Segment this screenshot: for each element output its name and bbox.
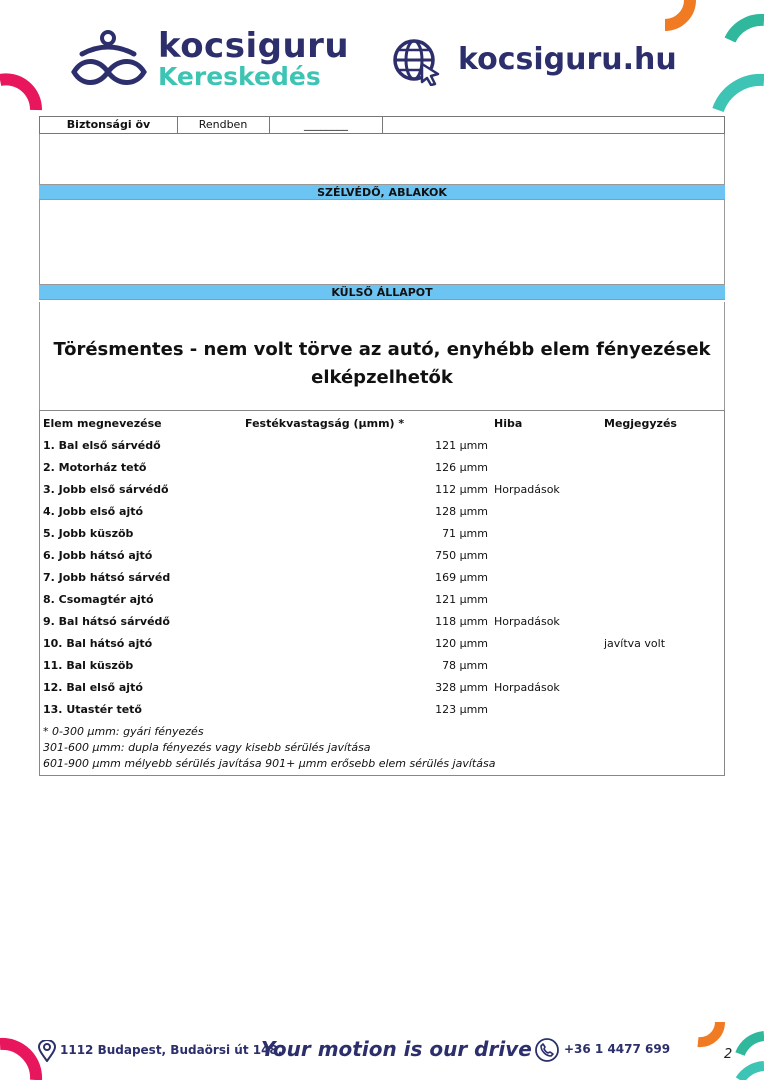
thickness-value: 126 µmm [435,461,488,474]
site-link [392,36,682,86]
col-header-note: Megjegyzés [604,417,677,430]
thickness-value: 328 µmm [435,681,488,694]
col-header-element: Elem megnevezése [43,417,162,430]
element-name: 8. Csomagtér ajtó [43,593,154,606]
element-name: 3. Jobb első sárvédő [43,483,169,496]
element-name: 1. Bal első sárvédő [43,439,161,452]
seatbelt-status: Rendben [198,118,248,131]
element-name: 6. Jobb hátsó ajtó [43,549,153,562]
thickness-value: 121 µmm [435,439,488,452]
thickness-value: 120 µmm [435,637,488,650]
thickness-value: 121 µmm [435,593,488,606]
thickness-value: 123 µmm [435,703,488,716]
defect-text: Horpadások [494,681,560,694]
thickness-value: 750 µmm [435,549,488,562]
paint-thickness-table [39,410,725,776]
windshield-content [39,200,725,284]
exterior-heading [40,336,724,392]
exterior-heading-line2: elképzelhetők [311,367,453,388]
footnote-1: * 0-300 µmm: gyári fényezés [43,725,204,738]
element-name: 5. Jobb küszöb [43,527,134,540]
element-name: 13. Utastér tető [43,703,142,716]
site-url: kocsiguru.hu [458,42,677,77]
element-name: 10. Bal hátsó ajtó [43,637,153,650]
footnote-3: 601-900 µmm mélyebb sérülés javítása 901+ µmm erősebb elem sérülés javítása [43,757,496,770]
page-number: 2 [724,1047,733,1062]
element-name: 9. Bal hátsó sárvédő [43,615,170,628]
col-header-defect: Hiba [494,417,523,430]
section-header-exterior: KÜLSŐ ÁLLAPOT [39,284,725,300]
element-name: 7. Jobb hátsó sárvéd [43,571,171,584]
address-text: 1112 Budapest, Budaörsi út 148. [60,1043,283,1057]
seatbelt-blank: ________ [304,118,348,131]
empty-block [39,134,725,184]
element-name: 2. Motorház tető [43,461,147,474]
phone-icon [535,1038,559,1062]
element-name: 11. Bal küszöb [43,659,134,672]
defect-text: Horpadások [494,615,560,628]
element-name: 12. Bal első ajtó [43,681,143,694]
inspection-table-top [39,116,725,302]
element-name: 4. Jobb első ajtó [43,505,144,518]
thickness-value: 169 µmm [435,571,488,584]
phone-text: +36 1 4477 699 [564,1042,671,1056]
brand-name: kocsiguru [158,26,350,66]
defect-text: Horpadások [494,483,560,496]
corner-decoration-top-left [0,60,50,120]
exterior-heading-line1: Törésmentes - nem volt törve az autó, enyhébb elem fényezések [53,339,711,360]
col-header-thickness: Festékvastagság (µmm) * [245,417,405,430]
note-text: javítva volt [604,637,666,650]
brand-logo [68,26,350,96]
section-header-windshield: SZÉLVÉDŐ, ABLAKOK [39,184,725,200]
seatbelt-row [39,116,725,134]
brand-subtitle: Kereskedés [158,62,321,91]
kocsiguru-logo-icon [68,30,150,88]
seatbelt-label: Biztonsági öv [66,118,151,131]
globe-cursor-icon [392,38,444,86]
thickness-value: 78 µmm [442,659,488,672]
thickness-value: 112 µmm [435,483,488,496]
thickness-value: 71 µmm [442,527,488,540]
location-pin-icon [38,1040,56,1062]
footer-slogan: Your motion is our drive [261,1037,532,1061]
thickness-value: 118 µmm [435,615,488,628]
thickness-value: 128 µmm [435,505,488,518]
footnote-2: 301-600 µmm: dupla fényezés vagy kisebb sérülés javítása [43,741,371,754]
